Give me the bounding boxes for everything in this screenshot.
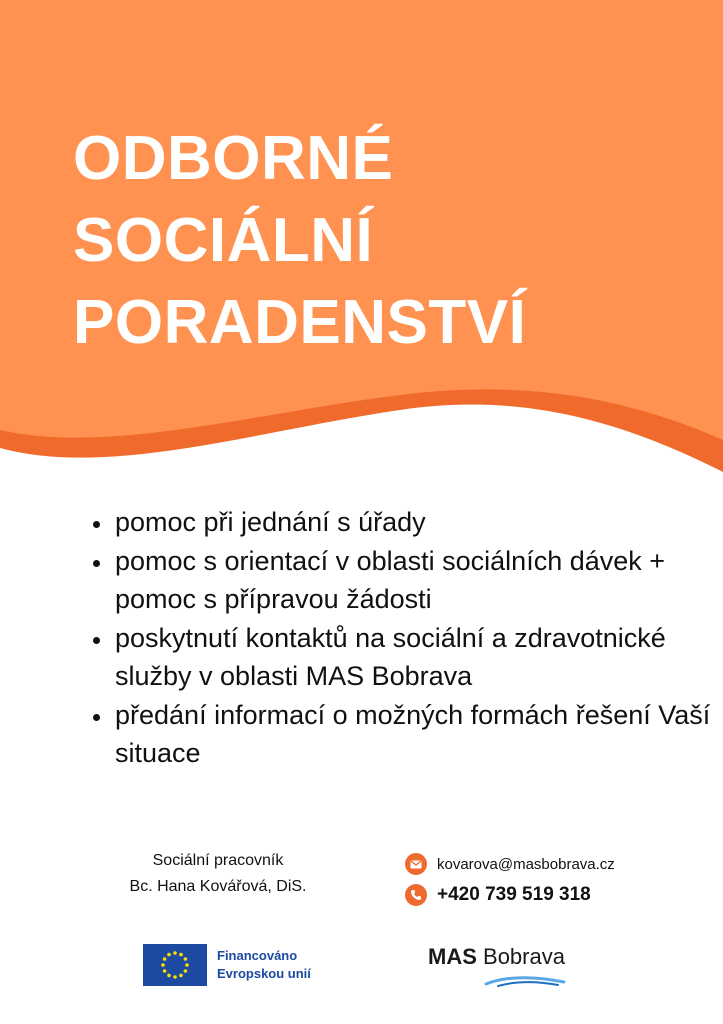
phone-contact [405, 884, 591, 906]
title-line: SOCIÁLNÍ [73, 206, 374, 275]
email-contact [405, 853, 615, 875]
mas-logo-bold: MAS [428, 944, 477, 969]
title-line: PORADENSTVÍ [73, 288, 527, 357]
email-link[interactable]: kovarova@masbobrava.cz [437, 855, 615, 873]
eu-text-line: Evropskou unií [217, 966, 311, 981]
phone-icon [405, 884, 427, 906]
phone-link[interactable]: +420 739 519 318 [437, 884, 591, 905]
service-item: • pomoc při jednání s úřady [113, 503, 713, 542]
title-line: ODBORNÉ [73, 124, 394, 193]
page-title [73, 118, 526, 364]
service-item: • předání informací o možných formách řešení Vaší situace [113, 696, 713, 773]
services-list [85, 503, 713, 773]
eu-text-line: Financováno [217, 948, 298, 963]
mas-logo-text [428, 944, 578, 970]
eu-funding-logo [143, 944, 311, 986]
envelope-icon [405, 853, 427, 875]
mas-logo-regular: Bobrava [483, 944, 565, 969]
wave-swoosh-icon [484, 974, 566, 988]
mas-bobrava-logo [428, 944, 578, 994]
service-item: • pomoc s orientací v oblasti sociálních dávek + pomoc s přípravou žádosti [113, 542, 713, 619]
eu-funding-text [217, 947, 311, 983]
worker-name: Bc. Hana Kovářová, DiS. [129, 878, 307, 895]
worker-role: Sociální pracovník [152, 852, 284, 869]
social-worker-info [100, 848, 336, 900]
eu-flag-icon [143, 944, 207, 986]
service-item: • poskytnutí kontaktů na sociální a zdravotnické služby v oblasti MAS Bobrava [113, 619, 713, 696]
